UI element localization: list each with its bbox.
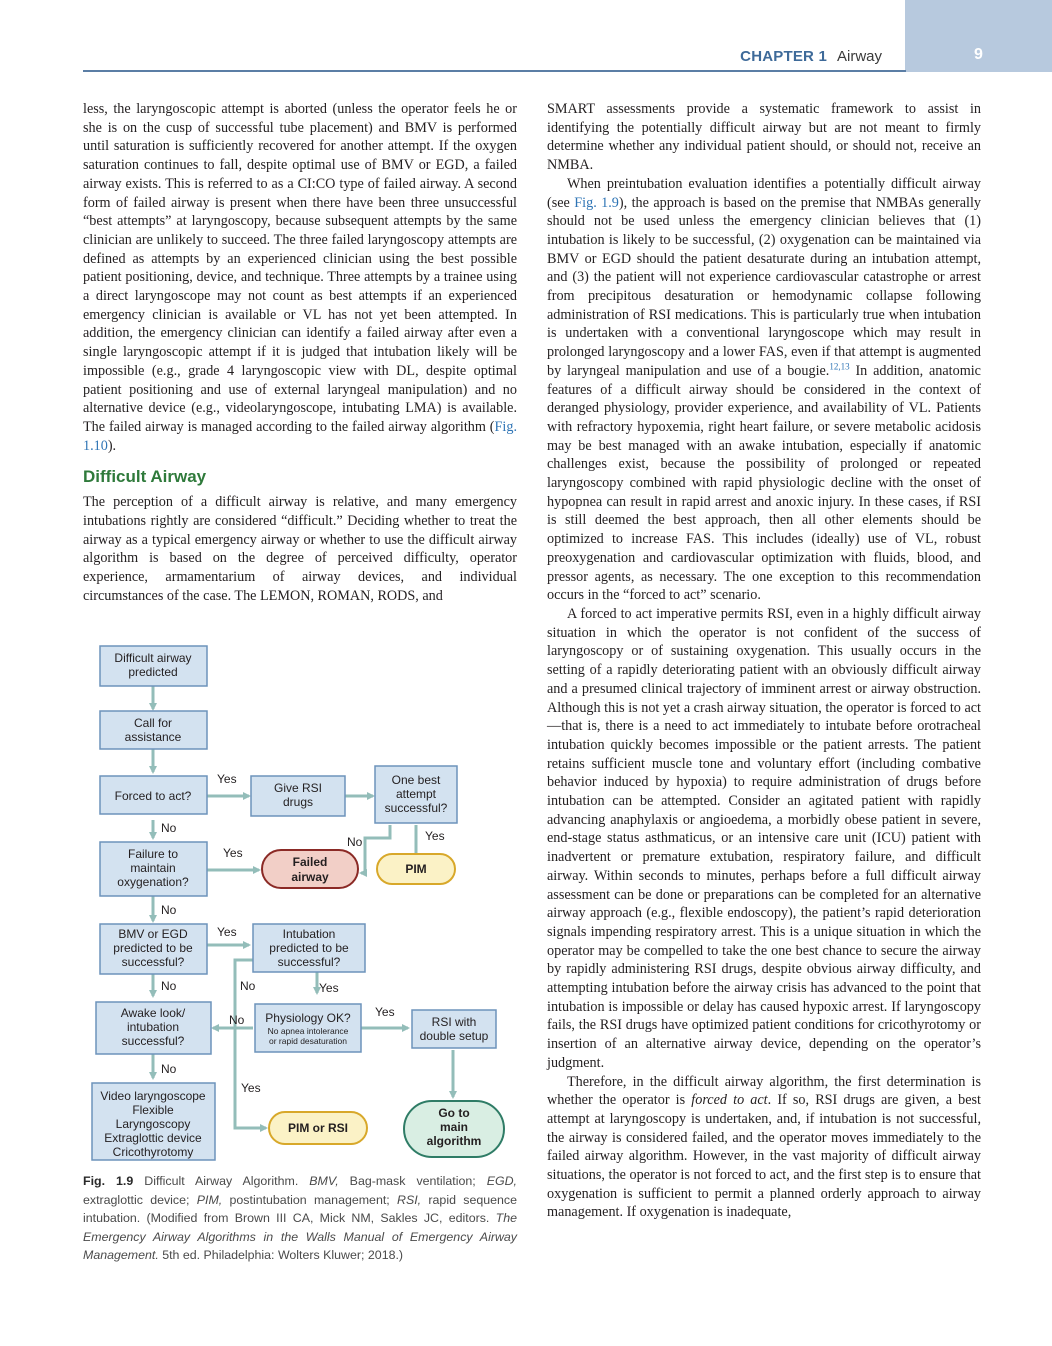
intubation-predicted-box [253, 924, 365, 972]
intubation-line1: Intubation [282, 927, 336, 941]
label-yes-awake: Yes [241, 1081, 261, 1095]
left-paragraph-1 [83, 100, 517, 455]
pim-oval [377, 854, 455, 884]
one-best-attempt-box [375, 766, 457, 823]
abbr-rsi: RSI, [397, 1192, 422, 1207]
caption-text-1: Bag-mask ventilation; [338, 1174, 487, 1188]
label-no-physiology: No [229, 1013, 245, 1027]
right-para4-b: . If so, RSI drugs are given, a best attempt at laryngoscopy is undertaken, and, if intubation is not successful, the airway is considered failed, and the operator moves immediately to the failed airway algorithm. However, in the vast majority of difficult airway situations, the operator is not forced to act, and the first step is to ensure that oxygenation is sufficient to permit a planned orderly approach to airway management. If oxygenation is inadequate, [547, 1092, 981, 1221]
label-no-intubation: No [240, 979, 256, 993]
give-rsi-line1: Give RSI [273, 781, 323, 795]
caption-text-4: rapid sequence intubation. (Modified from Brown III CA, Mick NM, Sakles JC, editors. [83, 1192, 517, 1226]
physiology-sub-line2: or rapid desaturation [269, 1036, 347, 1046]
caption-label: Fig. 1.9 [83, 1174, 134, 1188]
rescue-line1: Video laryngoscope [100, 1089, 206, 1103]
bmv-line2: predicted to be [113, 941, 193, 955]
physiology-ok-text: Physiology OK? [265, 1011, 351, 1025]
call-assistance-line1: Call for [133, 716, 173, 730]
rescue-line5: Cricothyrotomy [112, 1145, 194, 1159]
pim-or-rsi-oval [269, 1112, 367, 1144]
right-para4-a: Therefore, in the difficult airway algorithm, the first determination is whether the operator is [547, 1073, 981, 1109]
label-no-forced: No [161, 821, 177, 835]
pim-text: PIM [405, 862, 427, 876]
rsi-double-line2: double setup [419, 1029, 489, 1043]
label-yes-physiology: Yes [375, 1005, 395, 1019]
left-paragraph-2: The perception of a difficult airway is relative, and many emergency intubations rightly are considered “difficult.” Deciding whether to treat the airway as a typical emergency airway or whether to use the difficult airway algorithm is based on the degree of perceived difficulty, operator experience, armamentarium of airway devices, and individual circumstances of the case. The LEMON, ROMAN, RODS, and [83, 494, 517, 604]
label-no-awake: No [161, 1062, 177, 1076]
go-main-line1: Go to [438, 1106, 470, 1120]
forced-to-act-box [100, 776, 207, 814]
forced-to-act-text: Forced to act? [114, 789, 192, 803]
difficult-predicted-line2: predicted [128, 665, 178, 679]
difficult-predicted-line1: Difficult airway [114, 651, 192, 665]
rescue-line2: Flexible [132, 1103, 174, 1117]
right-paragraph-4 [547, 1073, 981, 1223]
header-rule [83, 70, 906, 72]
right-paragraph-1: SMART assessments provide a systematic framework to assist in identifying the potentially difficult airway but are not meant to firmly determine whether any individual patient should, or should not, receive an NMBA. [547, 101, 981, 174]
abbr-pim: PIM, [196, 1192, 223, 1207]
awake-line1: Awake look/ [120, 1006, 186, 1020]
give-rsi-line2: drugs [282, 795, 314, 809]
failure-line2: maintain [130, 861, 176, 875]
rescue-devices-box [92, 1083, 215, 1160]
right-para2-c: In addition, anatomic features of a difficult airway should be considered in the context of deranged physiology, provider experience, and availability of VL. Patients with refractory hypoxemia, right heart failure, or severe metabolic acidosis may be best managed with an awake intubation, especially if anatomic challenges exist, because the possibility of prolonged or repeated laryngoscopy combined with rapid physiologic decline with the onset of hypopnea can result in rapid arrest and anoxic injury. In these cases, if RSI is still deemed the best approach, then all other elements should be optimized to increase FAS. This includes (ideally) use of VL, robust preoxygenation and cardiovascular optimization with fluids, blood, and pressor agents, as necessary. The one exception to this recommendation occurs in the “forced to act” scenario. [547, 362, 981, 604]
bmv-line3: successful? [121, 955, 185, 969]
difficult-airway-flowchart [83, 638, 517, 1163]
reference-12-13-link[interactable]: 12,13 [829, 361, 850, 372]
right-column [547, 100, 981, 1222]
intubation-line3: successful? [277, 955, 341, 969]
failed-airway-line1: Failed [292, 855, 328, 869]
bmv-egd-box [100, 924, 207, 974]
awake-line3: successful? [121, 1034, 185, 1048]
chapter-title: Airway [836, 48, 882, 65]
rescue-line3: Laryngoscopy [115, 1117, 191, 1131]
left-para1-end: ). [107, 437, 117, 454]
flowchart-arrows [153, 686, 453, 1128]
fig-1-9-link[interactable]: Fig. 1.9 [574, 194, 619, 211]
go-main-algorithm-oval [404, 1101, 504, 1157]
one-best-line3: successful? [384, 801, 448, 815]
call-assistance-box [100, 711, 207, 749]
label-yes-intubation: Yes [319, 981, 339, 995]
left-para1-text: less, the laryngoscopic attempt is aborted (unless the operator feels he or she is on the cusp of successful tube placement) and BMV is performed until saturation is sufficiently recovered for another attempt. If the oxygen saturation continues to fall, despite optimal use of BMV or EGD, a failed airway exists. This is referred to as a CI:CO type of failed airway. A second form of failed airway is present when there have been three unsuccessful “best attempts” at laryngoscopy, because subsequent attempts by the same clinician are unlikely to succeed. The three failed laryngoscopy attempts are defined as attempts by an experienced clinician using the best possible patient positioning, device, and technique. Three attempts by a trainee using a direct laryngoscope may not count as best attempts if an experienced emergency clinician is available or VL has not yet been attempted. In addition, the emergency clinician can identify a failed airway after even a single laryngoscopic attempt if it is judged that intubation likely will be impossible (e.g., grade 4 laryngoscopic view with DL, despite optimal patient positioning and use of external laryngeal manipulation) and no alternative device (e.g., videolaryngoscope, intubating LMA) is available. The failed airway is managed according to the failed airway algorithm ( [83, 101, 517, 435]
label-no-failure: No [161, 903, 177, 917]
left-column [83, 100, 517, 606]
label-yes-forced: Yes [217, 772, 237, 786]
right-para2-a: When preintubation evaluation identifies a potentially difficult airway (see [547, 175, 981, 211]
page-number: 9 [974, 46, 983, 63]
physiology-sub-line1: No apnea intolerance [267, 1026, 349, 1036]
abbr-egd: EGD, [486, 1174, 517, 1188]
one-best-line2: attempt [395, 787, 437, 801]
caption-text-2: extraglottic device; [83, 1192, 197, 1207]
caption-text-3: postintubation management; [222, 1192, 398, 1207]
pim-or-rsi-text: PIM or RSI [287, 1121, 349, 1135]
failed-airway-oval [262, 850, 358, 888]
abbr-bmv: BMV, [309, 1174, 339, 1188]
right-paragraph-2 [547, 175, 981, 605]
bmv-line1: BMV or EGD [118, 927, 188, 941]
label-yes-failure: Yes [223, 846, 243, 860]
section-heading: Difficult Airway [83, 467, 207, 487]
rsi-double-line1: RSI with [431, 1015, 477, 1029]
give-rsi-box [251, 776, 345, 816]
label-yes-bmv: Yes [217, 925, 237, 939]
right-paragraph-3: A forced to act imperative permits RSI, even in a highly difficult airway situation in which the operator is not confident of the success of laryngoscopy or of sustaining oxygenation. This usually occurs in the setting of a rapidly deteriorating patient with an obviously difficult airway and a presumed clinical trajectory of imminent arrest or airway obstruction. Although this is not yet a crash airway situation, the operator is forced to act—that is, there is a need to act immediately to intubate before orotracheal intubation quickly becomes impossible or the patient arrests. The patient retains sufficient muscle tone and voluntary effort (including combative behavior induced by hypoxia) to require administration of drugs before intubation can be attempted. Consider an agitated patient with rapidly advancing anaphylaxis or angioedema, a morbidly obese patient in severe, end-stage status asthmaticus, or an intensive care unit (ICU) patient with inadvertent or premature extubation, respiratory failure, and difficult airway. Within seconds to minutes, perhaps before a full difficult airway assessment can be done or preparations can be completed for an alternative airway approach (e.g., flexible endoscopy), the patient’s rapid deterioration signals impending respiratory arrest. This is a unique situation in which the operator may be compelled to take the one best chance to secure the airway by rapidly administering RSI drugs, despite obvious airway difficulty, and attempting intubation before the airway crisis has advanced to the point that intubation is impossible or delay has caused hypoxic arrest. If laryngoscopy fails, the RSI drugs have optimized patient conditions for cricothyrotomy or insertion of an alternative airway device, depending on the operator’s judgment. [547, 605, 981, 1071]
go-main-line3: algorithm [426, 1134, 482, 1148]
failure-maintain-box [100, 842, 207, 896]
awake-look-box [96, 1002, 211, 1054]
failure-line1: Failure to [127, 847, 179, 861]
figure-caption [83, 1172, 517, 1265]
failure-line3: oxygenation? [117, 875, 189, 889]
caption-text-5: 5th ed. Philadelphia: Wolters Kluwer; 2018.) [158, 1248, 404, 1263]
label-yes-onebest: Yes [425, 829, 445, 843]
intubation-line2: predicted to be [269, 941, 349, 955]
rsi-double-setup-box [412, 1010, 496, 1048]
awake-line2: intubation [126, 1020, 180, 1034]
label-no-onebest: No [347, 835, 363, 849]
caption-book-title: The Emergency Airway Algorithms in the Walls Manual of Emergency Airway Management. [83, 1211, 517, 1263]
physiology-ok-box [255, 1004, 361, 1052]
call-assistance-line2: assistance [124, 730, 182, 744]
fig-1-10-link[interactable]: Fig. 1.10 [83, 418, 517, 454]
caption-title: Difficult Airway Algorithm. [144, 1174, 299, 1188]
difficult-predicted-box [100, 646, 207, 686]
label-no-bmv: No [161, 979, 177, 993]
right-para2-b: ), the approach is based on the premise that NMBAs generally should not be used unless the emergency clinician believes that (1) intubation is likely to be successful, (2) oxygenation can be maintained via BMV or EGD should the patient desaturate during an intubation attempt, and (3) the patient will not experience cardiovascular catastrophe or arrest from precipitous desaturation or hemodynamic collapse following administration of RSI medications. This is particularly true when intubation is undertaken with a conventional laryngoscope which may result in prolonged laryngoscopy and a lower FAS, even if that attempt is augmented by laryngeal manipulation and use of a bougie. [547, 194, 981, 379]
one-best-line1: One best [391, 773, 441, 787]
chapter-label: CHAPTER 1 [740, 48, 827, 65]
failed-airway-line2: airway [291, 870, 329, 884]
rescue-line4: Extraglottic device [104, 1131, 202, 1145]
forced-to-act-emphasis: forced to act [691, 1092, 768, 1109]
running-header [740, 48, 882, 65]
go-main-line2: main [439, 1120, 469, 1134]
